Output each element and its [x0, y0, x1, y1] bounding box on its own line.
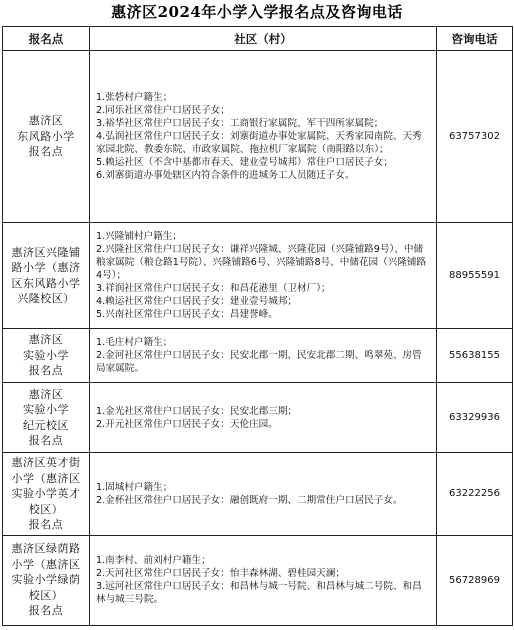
school-cell	[3, 535, 90, 625]
table-header-row	[3, 27, 513, 51]
community-cell	[90, 329, 437, 383]
school-name-line: 路小学（惠济	[11, 261, 81, 274]
school-name-line: 报名点	[28, 604, 64, 618]
school-name-line: 实验小学绿荫	[11, 573, 81, 587]
phone-number: 63329936	[437, 383, 513, 453]
phone-number: 56728969	[437, 535, 513, 625]
school-name-line: 报名点	[28, 364, 64, 378]
table-row	[3, 223, 513, 329]
school-name-line: 惠济区	[28, 387, 64, 401]
phone-number: 55638155	[437, 329, 513, 383]
community-item: 1.张砦村户籍生；	[96, 92, 173, 103]
table-row	[3, 329, 513, 383]
community-item: 5.赖运社区（不含中基都市春天、建业壹号城邦）常住户口居民子女；	[96, 157, 393, 168]
school-name-line: 惠济区	[28, 333, 64, 347]
community-item: 3.远河社区常住户口居民子女：和昌林与城一号院、和昌林与城二号院、和昌林与城三号院。	[96, 581, 422, 605]
community-item: 2.同乐社区常住户口居民子女；	[96, 105, 230, 116]
community-cell	[90, 535, 437, 625]
community-item: 2.金河社区常住户口居民子女：民安北郡一期、民安北郡二期、鸣翠苑、房管局家属院。	[96, 350, 422, 374]
community-item: 2.金杯社区常住户口居民子女：融创既府一期、二期常住户口居民子女。	[96, 494, 403, 506]
community-item: 1.固城村户籍生；	[96, 481, 173, 493]
phone-number: 63222256	[437, 453, 513, 536]
school-cell	[3, 329, 90, 383]
school-name-line: 惠济区绿荫路	[11, 542, 81, 556]
registration-table	[2, 26, 513, 626]
community-cell	[90, 51, 437, 223]
community-item: 1.南李村、前刘村户籍生；	[96, 555, 211, 566]
community-cell	[90, 383, 437, 453]
school-name-line: 纪元校区	[23, 418, 69, 432]
community-item: 5.兴南社区常住户口居民子女：昌建誉峰。	[96, 309, 278, 320]
school-name-line: 东风路小学	[17, 129, 75, 143]
school-cell	[3, 453, 90, 536]
school-name-line: 实验小学	[23, 403, 69, 416]
community-item: 3.裕华社区常住户口居民子女：工商银行家属院、军干四所家属院；	[96, 118, 384, 129]
header-phone: 咨询电话	[437, 27, 513, 51]
school-name-line: 小学（惠济区	[11, 557, 81, 571]
community-item: 1.毛庄村户籍生；	[96, 337, 173, 348]
school-name-line: 实验小学英才	[11, 487, 81, 500]
community-item: 2.开元社区常住户口居民子女：天伦庄园。	[96, 418, 278, 430]
school-name-line: 兴隆校区）	[17, 292, 75, 305]
school-name-line: 校区）	[28, 588, 64, 602]
community-item: 1.兴隆铺村户籍生；	[96, 231, 182, 242]
phone-number: 88955591	[437, 223, 513, 329]
school-name-line: 惠济区兴隆铺	[11, 245, 81, 259]
community-item: 4.弘润社区常住户口居民子女：刘寨街道办事处家属院、天秀家园南院、天秀家园北院、教委东院、市政家属院、拖拉机厂家属院（南阳路以东）；	[96, 131, 422, 155]
school-name-line: 区东风路小学	[11, 276, 81, 290]
school-name-line: 报名点	[28, 518, 64, 531]
table-row	[3, 453, 513, 536]
community-item: 2.兴隆社区常住户口居民子女：谦祥兴隆城、兴隆花园（兴隆铺路9号）、中储粮家属院（粮仓路1号院）、兴隆铺路6号、兴隆铺路8号、中储花园（兴隆铺路4号）；	[96, 244, 427, 281]
community-item: 6.刘寨街道办事处辖区内符合条件的进城务工人员随迁子女。	[96, 170, 355, 181]
community-item: 1.金光社区常住户口居民子女：民安北郡三期；	[96, 405, 298, 417]
table-row	[3, 383, 513, 453]
table-row	[3, 51, 513, 223]
table-body	[3, 51, 513, 626]
school-cell	[3, 51, 90, 223]
school-name-line: 惠济区	[28, 114, 64, 128]
school-name-line: 校区）	[28, 502, 64, 516]
phone-number: 63757302	[437, 51, 513, 223]
community-item: 2.天河社区常住户口居民子女：怡丰森林湖、碧桂园天澜；	[96, 568, 345, 579]
school-name-line: 报名点	[28, 434, 64, 447]
school-name-line: 小学（惠济区	[11, 471, 81, 485]
school-cell	[3, 383, 90, 453]
community-cell	[90, 223, 437, 329]
community-item: 4.赖运社区常住户口居民子女：建业壹号城邦；	[96, 296, 298, 307]
school-name-line: 惠济区英才街	[11, 456, 81, 469]
table-row	[3, 535, 513, 625]
community-cell	[90, 453, 437, 536]
header-area: 社区（村）	[90, 27, 437, 51]
school-name-line: 实验小学	[23, 348, 69, 362]
document-title: 惠济区2024年小学入学报名点及咨询电话	[111, 3, 403, 21]
school-name-line: 报名点	[28, 145, 64, 159]
community-item: 3.祥润社区常住户口居民子女：和昌花港里（卫材厂）；	[96, 283, 331, 294]
school-cell	[3, 223, 90, 329]
header-school: 报名点	[3, 27, 90, 51]
